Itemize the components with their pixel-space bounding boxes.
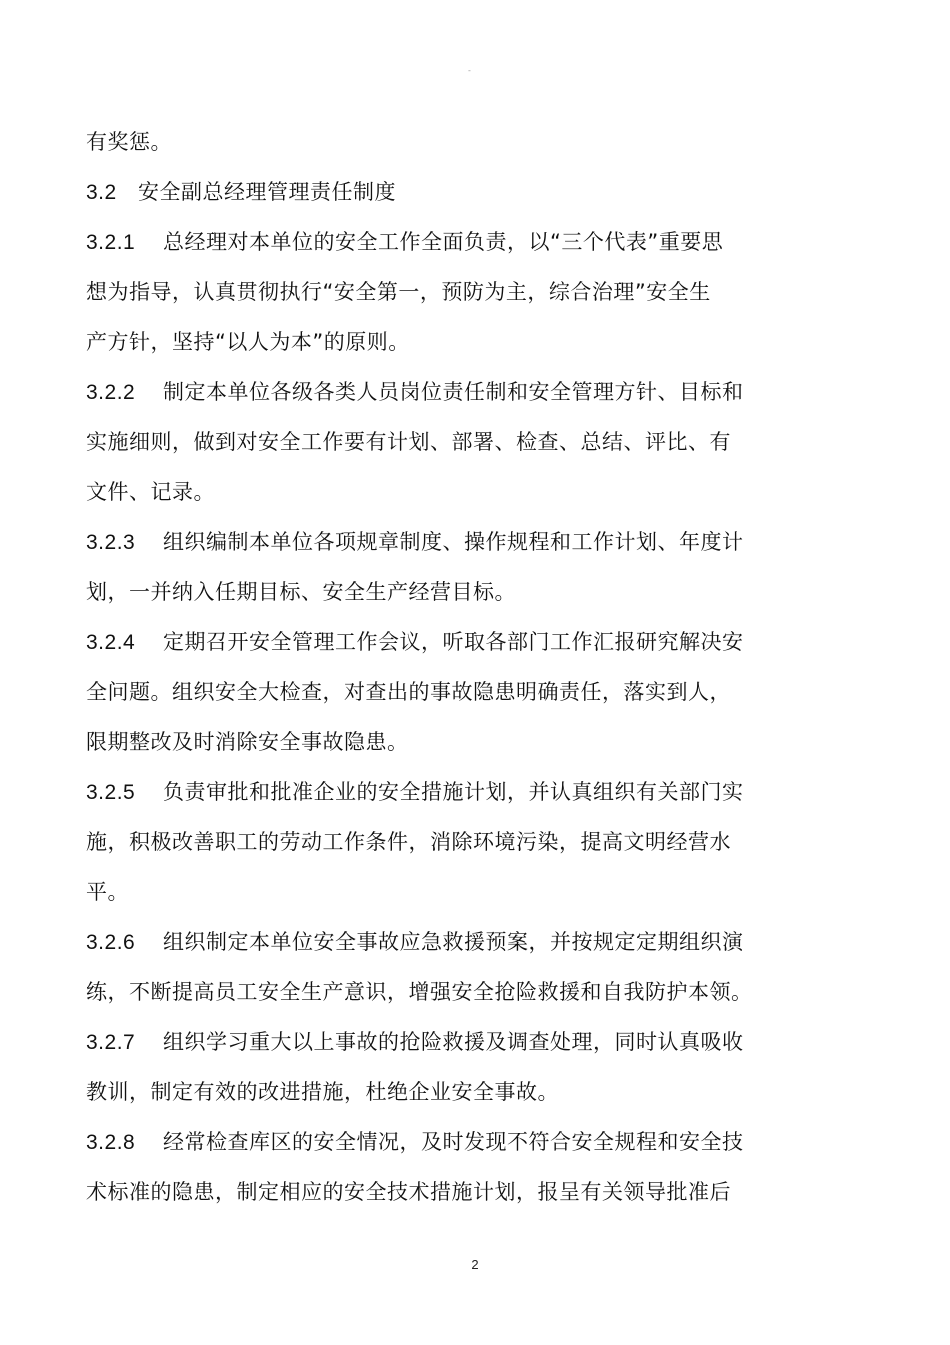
line-text: 产方针，坚持“以人为本”的原则。 <box>86 330 410 354</box>
line-text: 划，一并纳入任期目标、安全生产经营目标。 <box>86 580 516 604</box>
clause-line <box>86 217 786 267</box>
clause-line <box>86 917 786 967</box>
line-text: 总经理对本单位的安全工作全面负责，以“三个代表”重要思 <box>163 230 724 254</box>
clause-line <box>86 1017 786 1067</box>
line-text: 负责审批和批准企业的安全措施计划，并认真组织有关部门实 <box>163 780 744 804</box>
line-text: 有奖惩。 <box>86 130 172 154</box>
line-text: 想为指导，认真贯彻执行“安全第一，预防为主，综合治理”安全生 <box>86 280 711 304</box>
line-text: 组织制定本单位安全事故应急救援预案，并按规定定期组织演 <box>163 930 744 954</box>
text-line <box>86 817 786 867</box>
text-line <box>86 967 786 1017</box>
clause-line <box>86 367 786 417</box>
text-line <box>86 667 786 717</box>
text-line <box>86 467 786 517</box>
line-text: 施，积极改善职工的劳动工作条件，消除环境污染，提高文明经营水 <box>86 830 731 854</box>
clause-number: 3.2.6 <box>86 931 136 954</box>
line-text: 限期整改及时消除安全事故隐患。 <box>86 730 409 754</box>
clause-number: 3.2.3 <box>86 531 136 554</box>
line-text: 实施细则，做到对安全工作要有计划、部署、检查、总结、评比、有 <box>86 430 731 454</box>
clause-line <box>86 517 786 567</box>
line-text: 平。 <box>86 880 129 904</box>
text-line <box>86 717 786 767</box>
text-line <box>86 317 786 367</box>
text-line <box>86 267 786 317</box>
clause-number: 3.2.4 <box>86 631 136 654</box>
line-text: 组织编制本单位各项规章制度、操作规程和工作计划、年度计 <box>163 530 744 554</box>
clause-line <box>86 767 786 817</box>
clause-number: 3.2.5 <box>86 781 136 804</box>
text-line <box>86 567 786 617</box>
line-text: 制定本单位各级各类人员岗位责任制和安全管理方针、目标和 <box>163 380 744 404</box>
text-line <box>86 1067 786 1117</box>
line-text: 术标准的隐患，制定相应的安全技术措施计划，报呈有关领导批准后 <box>86 1180 731 1204</box>
line-text: 全问题。组织安全大检查，对查出的事故隐患明确责任，落实到人， <box>86 680 731 704</box>
page-number: 2 <box>471 1257 479 1272</box>
clause-number: 3.2.1 <box>86 231 136 254</box>
document-body <box>86 117 786 1217</box>
line-text: 组织学习重大以上事故的抢险救援及调查处理，同时认真吸收 <box>163 1030 744 1054</box>
text-line <box>86 1167 786 1217</box>
line-text: 定期召开安全管理工作会议，听取各部门工作汇报研究解决安 <box>163 630 744 654</box>
text-line <box>86 117 786 167</box>
clause-number: 3.2.7 <box>86 1031 136 1054</box>
section-heading <box>86 167 786 217</box>
text-line <box>86 867 786 917</box>
text-line <box>86 417 786 467</box>
clause-number: 3.2.8 <box>86 1131 136 1154</box>
clause-line <box>86 617 786 667</box>
line-text: 练，不断提高员工安全生产意识，增强安全抢险救援和自我防护本领。 <box>86 980 753 1004</box>
clause-line <box>86 1117 786 1167</box>
line-text: 教训，制定有效的改进措施，杜绝企业安全事故。 <box>86 1080 559 1104</box>
clause-number: 3.2.2 <box>86 381 136 404</box>
section-number: 3.2 <box>86 181 117 204</box>
line-text: 文件、记录。 <box>86 480 215 504</box>
header-mark: - <box>468 66 471 75</box>
section-title: 安全副总经理管理责任制度 <box>138 180 396 204</box>
line-text: 经常检查库区的安全情况，及时发现不符合安全规程和安全技 <box>163 1130 744 1154</box>
